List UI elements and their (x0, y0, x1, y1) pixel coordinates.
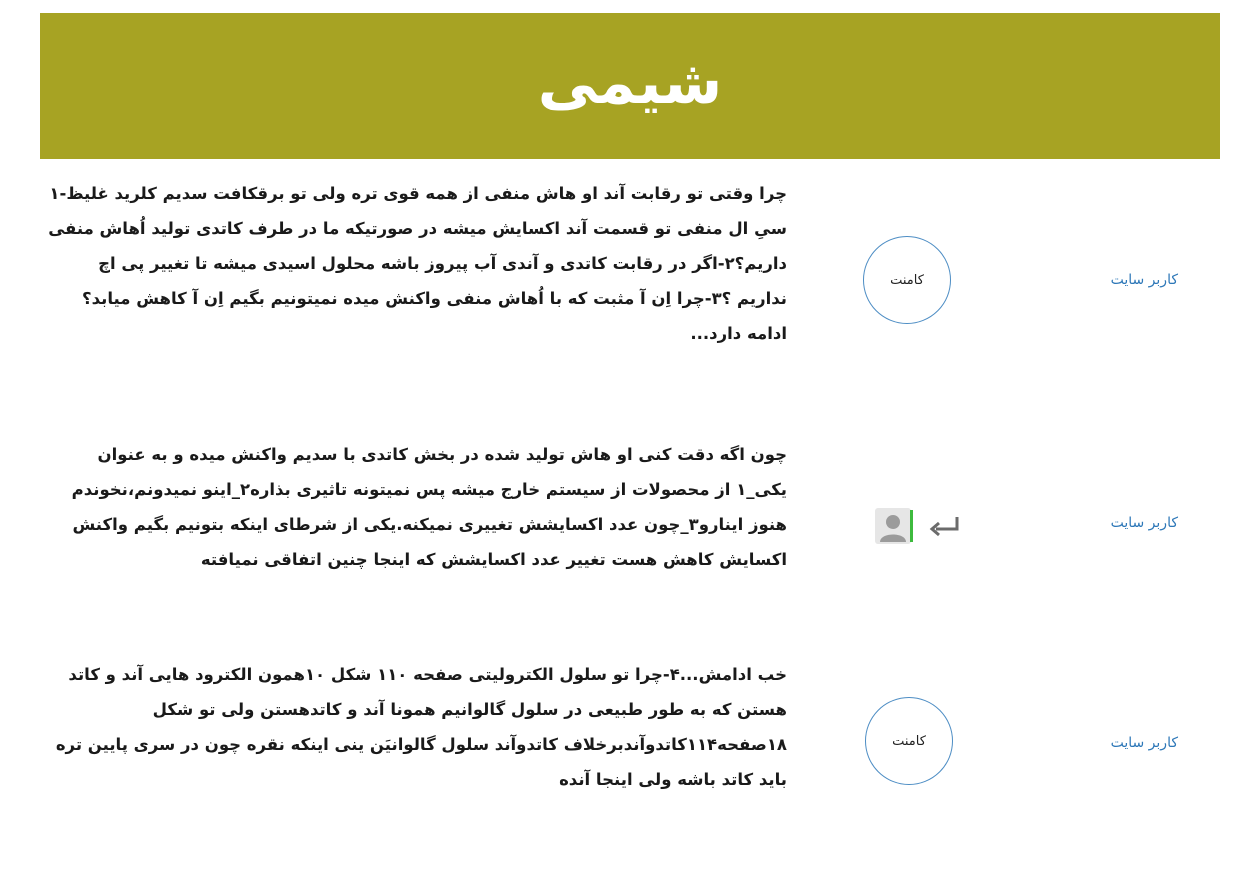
reply-actions (874, 507, 964, 547)
comment-row (40, 657, 1220, 837)
comment-author-link[interactable]: کاربر سایت (1110, 735, 1178, 751)
reply-icon[interactable] (924, 507, 964, 547)
comment-author-link[interactable]: کاربر سایت (1110, 515, 1178, 531)
comment-text: چرا وقتی تو رقابت آند او هاش منفی از همه قوی تره ولی تو برقکافت سدیم کلرید غلیظ-۱ سیِ ال منفی تو قسمت آند اکسایش میشه در صورتیکه ما در طرف کاتدی تولید اُهاش منفی داریم؟۲-اگر در رقابت کاتدی و آندی آب پیروز باشه محلول اسیدی میشه تا تغییر پی اچ نداریم ؟۳-چرا اِن آ مثبت که با اُهاش منفی واکنش میده نمیتونیم بگیم اِن آ کاهش میابد؟ادامه دارد... (48, 184, 787, 343)
comment-text: چون اگه دقت کنی او هاش تولید شده در بخش کاتدی با سدیم واکنش میده و به عنوان یکی_۱ از محصولات از سیستم خارج میشه پس نمیتونه تاثیری بذاره۲_اینو نمیدونم،نخوندم هنوز اینارو۳_چون عدد اکسایشش تغییری نمیکنه.یکی از شرطای اینکه بتونیم بگیم واکنش اکسایش کاهش هست تغییر عدد اکسایشش که اینجا چنین اتفاقی نمیافته (71, 445, 787, 569)
comment-author-link[interactable]: کاربر سایت (1110, 272, 1178, 288)
avatar-icon (874, 507, 914, 547)
comment-row (40, 437, 1220, 617)
page-title: شیمی (537, 48, 723, 118)
comment-row (40, 170, 1220, 390)
page-header (40, 13, 1220, 159)
comment-button[interactable]: کامنت (863, 236, 951, 324)
comment-button[interactable]: کامنت (865, 697, 953, 785)
comment-text: خب ادامش...۴-چرا تو سلول الکترولیتی صفحه ۱۱۰ شکل ۱۰همون الکترود هایی آند و کاتد هستن که به طور طبیعی در سلول گالوانیم همونا آند و کاتدهستن ولی تو شکل ۱۸صفحه۱۱۴کاتدوآندبرخلاف کاتدوآند سلول گالوانیَن ینی اینکه نقره چون در سری پایین تره باید کاتد باشه ولی اینجا آنده (55, 665, 787, 789)
